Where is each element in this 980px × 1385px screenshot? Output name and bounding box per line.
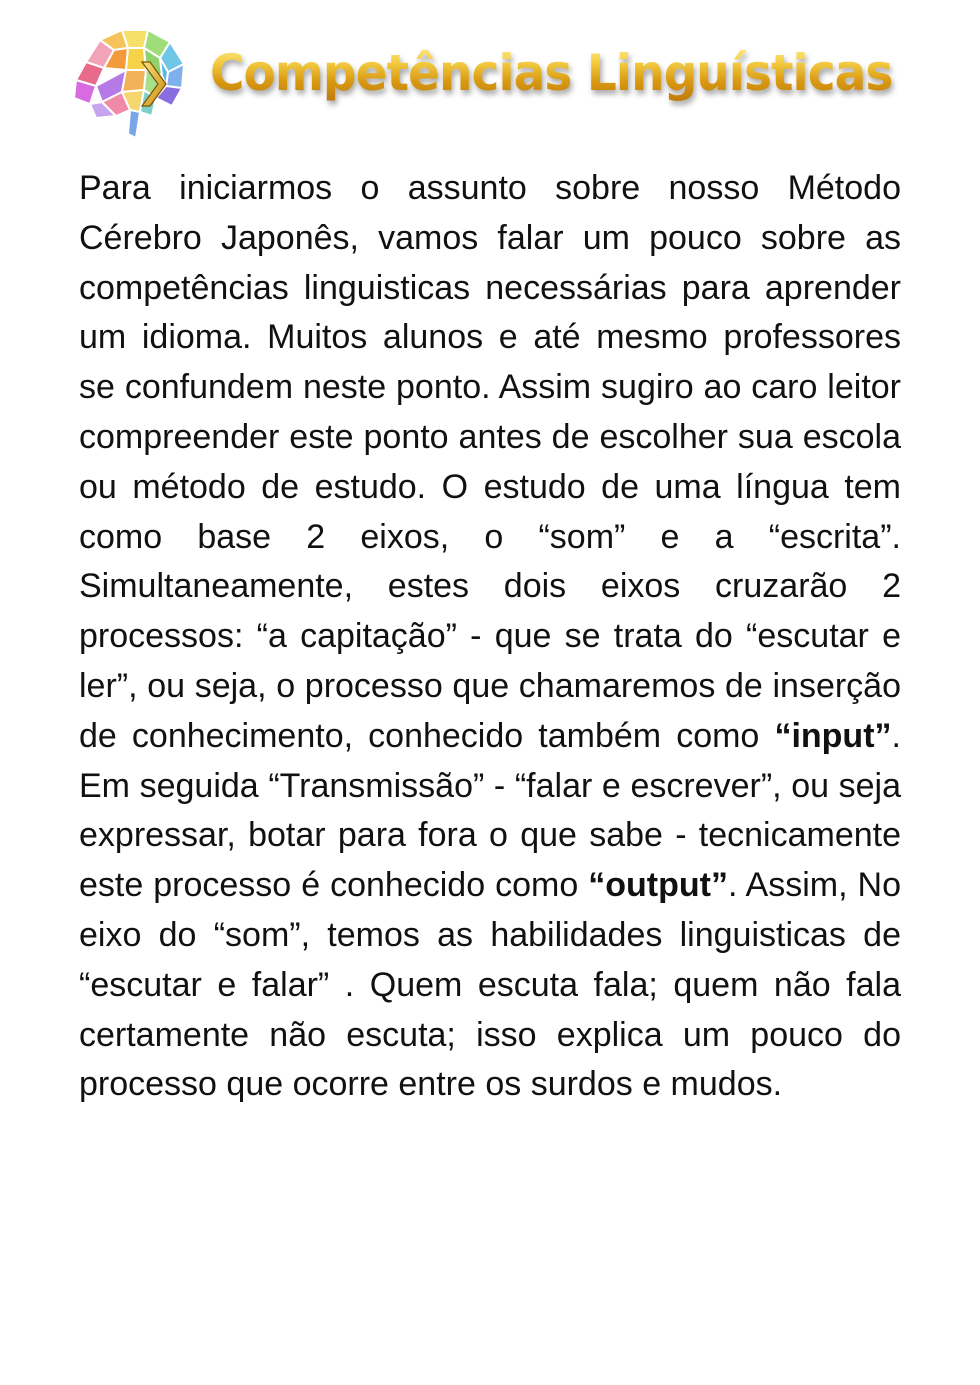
input-term: “input”: [774, 716, 892, 755]
header: [66, 22, 926, 142]
brain-logo-icon: [66, 22, 194, 140]
article-text-part-1: Para iniciarmos o assunto sobre nosso Método Cérebro Japonês, vamos falar um pouco sobre as competências linguisticas necessárias para aprender um idioma. Muitos alunos e até mesmo professores se confundem neste ponto. Assim sugiro ao caro leitor compreender este ponto antes de escolher sua escola ou método de estudo. O estudo de uma língua tem como base 2 eixos, o “som” e a “escrita”. Simultaneamente, estes dois eixos cruzarão 2 processos: “a capitação” - que se trata do “escutar e ler”, ou seja, o processo que chamaremos de inserção de conhecimento, conhecido também como: [79, 169, 901, 755]
article-text-part-2: . Em seguida “Transmissão” - “falar e escrever”, ou seja expressar, botar para fora o que sabe - tecnicamente este processo é conhecido como: [79, 716, 901, 905]
output-term: “output”: [588, 866, 728, 905]
page-title: Competências Linguísticas: [210, 40, 892, 106]
article-text-part-3: . Assim, No eixo do “som”, temos as habilidades linguisticas de “escutar e falar” . Quem escuta fala; quem não fala certamente não escuta; isso explica um pouco do processo que ocorre entre os surdos e mudos.: [79, 866, 901, 1104]
article-paragraph: [79, 164, 901, 1110]
